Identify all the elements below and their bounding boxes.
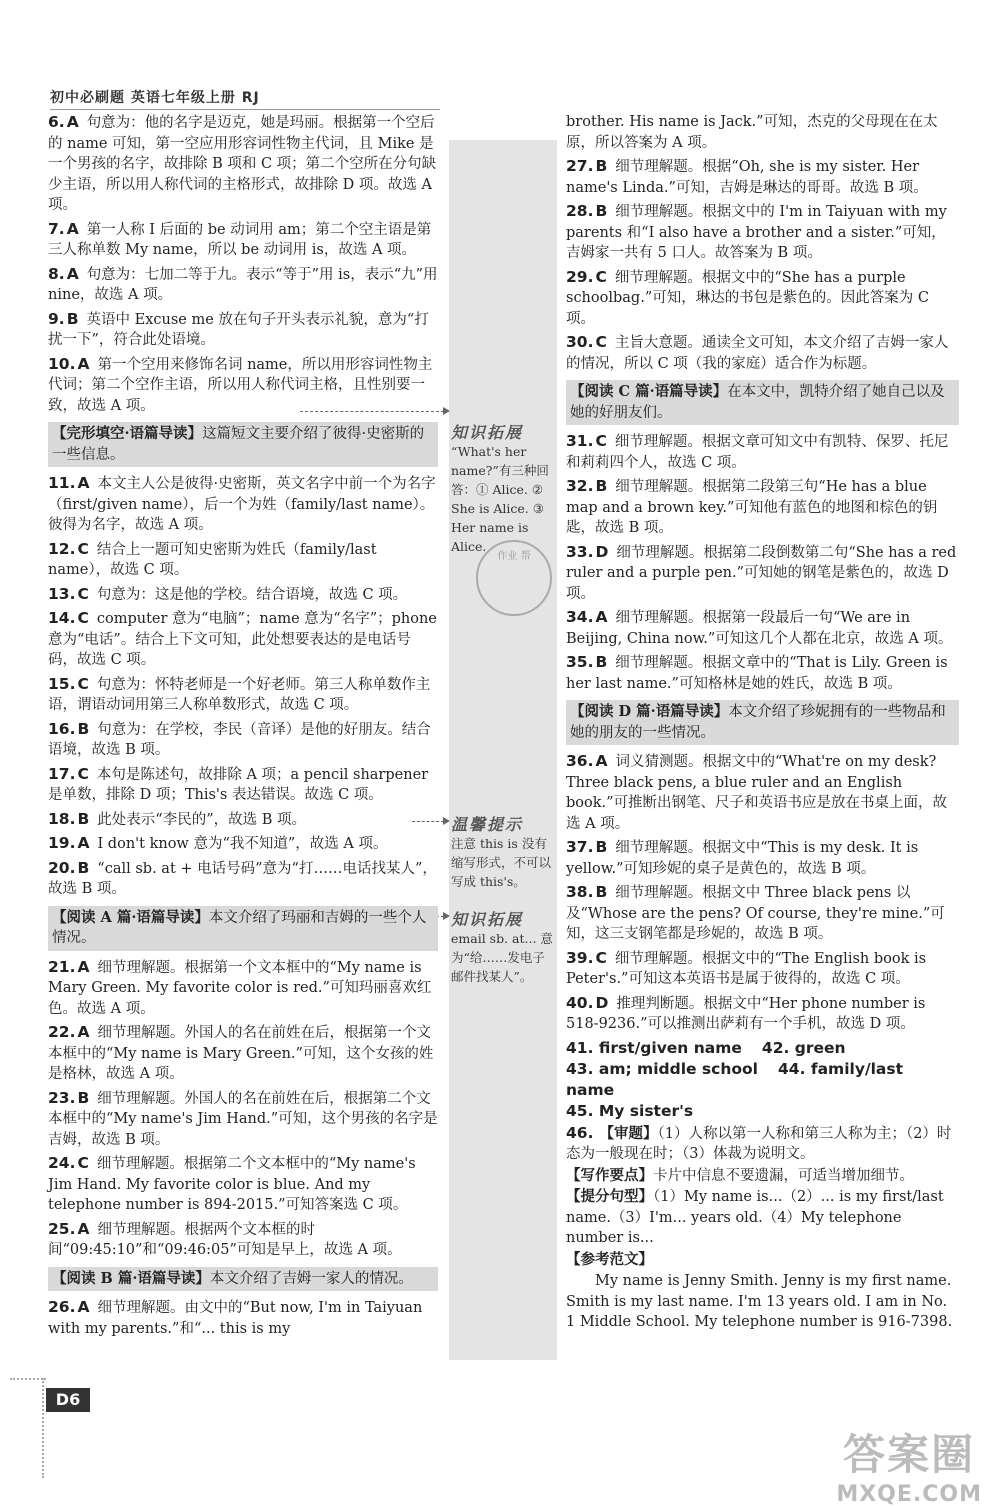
fill-answer: 41. first/given name xyxy=(566,1038,742,1057)
item-26-continued: brother. His name is Jack.”可知，杰克的父母现在在太原，所以答案为 A 项。 xyxy=(566,114,938,151)
answer-item xyxy=(48,608,438,671)
item-explanation: 本文主人公是彼得·史密斯，英文名字中前一个为名字（first/given name），后一个为姓（family/last name）。彼得为名字，故选 A 项。 xyxy=(48,476,436,533)
item-number: 40. xyxy=(566,993,594,1012)
item-number: 26. xyxy=(48,1298,76,1316)
item-number: 28. xyxy=(566,202,594,220)
item-number: 19. xyxy=(48,834,76,852)
tip-text: email sb. at... 意为“给……发电子邮件找某人”。 xyxy=(451,931,553,984)
item-explanation: 本句是陈述句，故排除 A 项；a pencil sharpener 是单数，排除 D 项；This's 表达错误。故选 C 项。 xyxy=(48,766,429,803)
corner-dots xyxy=(10,1378,46,1380)
answer-item xyxy=(48,354,438,417)
section-text: 本文介绍了珍妮拥有的一些物品和她的朋友的一些情况。 xyxy=(570,704,946,741)
item-explanation: 细节理解题。根据第二段第三句“He has a blue map and a brown key.”可知他有蓝色的地图和棕色的钥匙，故选 B 项。 xyxy=(566,479,938,536)
item-answer: B xyxy=(595,838,608,856)
essay-text: （1）人称以第一人称和第三人称为主；（2）时态为一般现在时；（3）体裁为说明文。 xyxy=(566,1125,952,1162)
item-number: 22. xyxy=(48,1023,76,1041)
tip-text: “What's her name?”有三种回答：① Alice. ② She is Alice. ③ Her name is Alice. xyxy=(451,444,549,554)
essay-line-3 xyxy=(566,1187,959,1249)
item-number: 20. xyxy=(48,858,76,877)
section-reading-c xyxy=(566,380,959,425)
items-6-10 xyxy=(48,112,438,416)
item-answer: C xyxy=(77,674,89,693)
answer-item xyxy=(566,948,959,990)
essay-line-4 xyxy=(566,1250,959,1271)
item-number: 33. xyxy=(566,542,594,561)
item-number: 38. xyxy=(566,883,594,901)
item-number: 29. xyxy=(566,267,594,286)
item-number: 10. xyxy=(48,354,76,373)
answer-item xyxy=(566,751,959,834)
item-answer: D xyxy=(595,542,609,561)
item-explanation: 细节理解题。根据第一段最后一句“We are in Beijing, China now.”可知这几个人都在北京，故选 A 项。 xyxy=(566,610,953,647)
essay-line-2 xyxy=(566,1166,959,1187)
answer-item xyxy=(566,332,959,374)
item-explanation: 细节理解题。根据文中的“The English book is Peter's.”可知这本英语书是属于彼得的，故选 C 项。 xyxy=(566,950,927,987)
fill-answer: 44. family/last name xyxy=(566,1060,904,1099)
section-reading-a xyxy=(48,906,438,951)
item-answer: A xyxy=(66,264,79,283)
answer-item xyxy=(48,539,438,581)
answer-item xyxy=(566,882,959,945)
item-number: 9. xyxy=(48,309,65,328)
section-title: 【阅读 C 篇·语篇导读】 xyxy=(570,383,728,400)
items-27-30 xyxy=(566,156,959,374)
watermark-url: MXQE.COM xyxy=(836,1482,982,1507)
item-answer: A xyxy=(595,752,608,770)
answer-item xyxy=(566,156,959,198)
essay-line-1 xyxy=(566,1123,959,1165)
item-answer: D xyxy=(595,993,609,1012)
item-number: 32. xyxy=(566,477,594,495)
item-answer: B xyxy=(595,157,608,175)
answer-item xyxy=(566,993,959,1035)
watermark-main: 答案圈 xyxy=(843,1430,976,1479)
item-number: 21. xyxy=(48,957,76,976)
item-number: 37. xyxy=(566,838,594,856)
stamp-logo xyxy=(476,540,552,616)
item-answer: C xyxy=(77,539,89,558)
stamp-text: 作业 帮 xyxy=(497,551,531,562)
item-explanation: 细节理解题。由文中的“But now, I'm in Taiyuan with my parents.”和“... this is my xyxy=(48,1300,423,1337)
item-number: 30. xyxy=(566,333,594,351)
watermark xyxy=(836,1422,982,1507)
model-essay: My name is Jenny Smith. Jenny is my first name. Smith is my last name. I'm 13 years old. I am in No. 1 Middle School. My telephone number is 916-7398. xyxy=(566,1273,953,1330)
answer-item xyxy=(48,858,438,900)
item-explanation: 细节理解题。根据两个文本框的时间“09:45:10”和“09:46:05”可知是早上，故选 A 项。 xyxy=(48,1221,402,1258)
tip-reminder xyxy=(451,815,557,891)
item-answer: A xyxy=(77,957,90,976)
item-answer: A xyxy=(595,608,608,626)
fill-answer: 42. green xyxy=(761,1038,846,1057)
section-title: 【完形填空·语篇导读】 xyxy=(52,425,203,442)
section-text: 这篇短文主要介绍了彼得·史密斯的一些信息。 xyxy=(52,426,425,463)
item-explanation: 句意为：怀特老师是一个好老师。第三人称单数作主语，谓语动词用第三人称单数形式，故选 C 项。 xyxy=(48,676,431,713)
item-explanation: 细节理解题。根据文中的 I'm in Taiyuan with my parents 和“I also have a brother and a sister.”可知，吉姆家一共有 5 口人。故答案为 B 项。 xyxy=(566,204,947,261)
section-title: 【阅读 A 篇·语篇导读】 xyxy=(52,908,209,926)
item-number: 17. xyxy=(48,764,76,783)
section-text: 本文介绍了吉姆一家人的情况。 xyxy=(209,1270,413,1287)
answer-item xyxy=(48,584,438,606)
item-number: 14. xyxy=(48,609,76,627)
section-reading-d xyxy=(566,700,959,745)
item-answer: A xyxy=(77,1298,90,1316)
section-title: 【阅读 D 篇·语篇导读】 xyxy=(570,703,729,720)
items-31-35 xyxy=(566,431,959,694)
section-cloze xyxy=(48,422,438,467)
item-answer: B xyxy=(77,1088,90,1107)
item-answer: A xyxy=(77,474,90,492)
item-explanation: 细节理解题。根据文中“This is my desk. It is yellow.”可知珍妮的桌子是黄色的，故选 B 项。 xyxy=(566,840,919,877)
tip-knowledge-2 xyxy=(451,910,557,986)
tip-title: 知识拓展 xyxy=(451,423,524,442)
item-answer: A xyxy=(77,1023,90,1041)
answer-item xyxy=(48,473,438,536)
item-explanation: 句意为：这是他的学校。结合语境，故选 C 项。 xyxy=(96,586,408,603)
item-answer: B xyxy=(77,719,90,738)
item-number: 7. xyxy=(48,219,65,238)
essay-label: 【写作要点】 xyxy=(566,1166,653,1184)
answer-item xyxy=(48,264,438,306)
item-number: 18. xyxy=(48,809,76,828)
section-text: 在本文中，凯特介绍了她自己以及她的好朋友们。 xyxy=(570,384,945,421)
item-answer: B xyxy=(595,477,608,495)
answer-item xyxy=(48,219,438,261)
answer-item xyxy=(48,1219,438,1261)
item-explanation: “call sb. at + 电话号码”意为“打……电话找某人”，故选 B 项。 xyxy=(48,860,437,897)
fill-answer: 43. am; middle school xyxy=(566,1060,758,1078)
answer-item xyxy=(48,957,438,1020)
item-explanation: 细节理解题。根据“Oh, she is my sister. Her name's Linda.”可知，吉姆是琳达的哥哥。故选 B 项。 xyxy=(566,159,928,196)
item-answer: A xyxy=(66,219,79,238)
item-number: 27. xyxy=(566,157,594,175)
item-answer: C xyxy=(595,333,607,351)
answer-item xyxy=(566,201,959,264)
item-explanation: 细节理解题。根据文中 Three black pens 以及“Whose are the pens? Of course, they're mine.”可知，这三支钢笔都是珍妮的，故选 B 项。 xyxy=(566,885,945,942)
tip-text: 注意 this is 没有缩写形式，不可以写成 this's。 xyxy=(451,836,552,889)
items-21-25 xyxy=(48,957,438,1261)
header-rule xyxy=(50,109,440,110)
item-number: 8. xyxy=(48,264,65,283)
item-number: 35. xyxy=(566,653,594,671)
item-number: 36. xyxy=(566,752,594,770)
item-explanation: 句意为：他的名字是迈克，她是玛丽。根据第一个空后的 name 可知，第一空应用形容词性物主代词，且 Mike 是一个男孩的名字，故排除 B 项和 C 项；第二个空所在分句缺少主语，所以用人称代词的主格形式，故排除 D 项。故选 A 项。 xyxy=(48,115,437,213)
item-number: 11. xyxy=(48,474,76,492)
essay-text: 卡片中信息不要遗漏，可适当增加细节。 xyxy=(653,1167,914,1184)
item-answer: A xyxy=(66,113,79,131)
answer-item xyxy=(566,542,959,605)
answer-item xyxy=(48,674,438,716)
tip-knowledge-1 xyxy=(451,423,557,556)
item-answer: A xyxy=(77,834,90,852)
item-explanation: 细节理解题。根据第二个文本框中的“My name's Jim Hand. My favorite color is blue. And my telephone number is 894-2015.”可知答案选 C 项。 xyxy=(48,1156,416,1213)
item-explanation: 细节理解题。根据第一个文本框中的“My name is Mary Green. My favorite color is red.”可知玛丽喜欢红色。故选 A 项。 xyxy=(48,959,432,1017)
item-explanation: 英语中 Excuse me 放在句子开头表示礼貌，意为“打扰一下”，符合此处语境。 xyxy=(48,311,429,348)
answer-item xyxy=(566,431,959,473)
item-answer: C xyxy=(595,432,607,450)
fill-row xyxy=(566,1101,959,1122)
item-explanation: 细节理解题。外国人的名在前姓在后，根据第二个文本框中的“My name's Jim Hand.”可知，这个男孩的名字是吉姆，故选 B 项。 xyxy=(48,1090,438,1148)
answer-item xyxy=(566,607,959,649)
left-column xyxy=(48,112,438,1342)
item-explanation: 细节理解题。根据文中的“She has a purple schoolbag.”可知，琳达的书包是紫色的。因此答案为 C 项。 xyxy=(566,269,929,327)
answer-item xyxy=(48,1297,438,1339)
item-answer: C xyxy=(595,948,607,967)
item-explanation: I don't know 意为“我不知道”，故选 A 项。 xyxy=(97,836,388,852)
item-explanation: computer 意为“电脑”；name 意为“名字”；phone 意为“电话”。结合上下文可知，此处想要表达的是电话号码，故选 C 项。 xyxy=(48,611,437,668)
sidebar-notes-column xyxy=(449,140,557,1360)
answer-item xyxy=(48,1088,438,1151)
item-explanation: 词义猜测题。根据文中的“What're on my desk? Three black pens, a blue ruler and an English book.”可推断出钢笔、尺子和英语书应是放在书桌上面，故选 A 项。 xyxy=(566,754,948,832)
page-number: D6 xyxy=(46,1388,90,1412)
answer-item xyxy=(48,809,438,831)
item-answer: C xyxy=(77,764,89,783)
item-explanation: 此处表示“李民的”，故选 B 项。 xyxy=(97,811,306,828)
essay-text: （1）My name is...（2）... is my first/last name.（3）I'm... years old.（4）My telephone number is... xyxy=(566,1189,944,1246)
essay-number: 46. xyxy=(566,1123,594,1142)
item-number: 25. xyxy=(48,1219,76,1238)
page-header xyxy=(50,87,260,107)
item-answer: B xyxy=(595,653,608,671)
item-number: 6. xyxy=(48,113,65,131)
section-reading-b xyxy=(48,1267,438,1292)
essay-label: 【审题】 xyxy=(599,1124,658,1142)
answer-item xyxy=(48,112,438,216)
item-explanation: 句意为：七加二等于九。表示“等于”用 is，表示“九”用 nine，故选 A 项。 xyxy=(48,266,438,303)
item-explanation: 第一人称 I 后面的 be 动词用 am；第二个空主语是第三人称单数 My name，所以 be 动词用 is，故选 A 项。 xyxy=(48,221,432,258)
item-explanation: 推理判断题。根据文中“Her phone number is 518-9236.”可以推测出萨莉有一个手机，故选 D 项。 xyxy=(566,995,926,1032)
answer-item xyxy=(48,1153,438,1216)
item-answer: C xyxy=(77,1154,89,1172)
item-answer: B xyxy=(77,858,90,877)
fill-in-answers xyxy=(566,1038,959,1122)
item-number: 24. xyxy=(48,1154,76,1172)
corner-dots-vertical xyxy=(42,1378,44,1478)
item-number: 23. xyxy=(48,1088,76,1107)
item-answer: B xyxy=(77,809,90,828)
section-title: 【阅读 B 篇·语篇导读】 xyxy=(52,1269,210,1287)
answer-item xyxy=(566,267,959,330)
header-text: 初中必刷题 英语七年级上册 RJ xyxy=(50,90,260,106)
answer-item xyxy=(48,764,438,806)
item-number: 16. xyxy=(48,719,76,738)
tip-title: 知识拓展 xyxy=(451,910,524,929)
item-explanation: 句意为：在学校，李民（音译）是他的好朋友。结合语境，故选 B 项。 xyxy=(48,721,431,758)
item-answer: B xyxy=(595,202,608,220)
items-36-40 xyxy=(566,751,959,1035)
essay-answer xyxy=(566,1123,959,1333)
item-answer: C xyxy=(77,609,89,627)
fill-answer: 45. My sister's xyxy=(566,1102,694,1120)
item-explanation: 结合上一题可知史密斯为姓氏（family/last name），故选 C 项。 xyxy=(48,541,377,578)
item-number: 34. xyxy=(566,608,594,626)
answer-item xyxy=(48,1022,438,1085)
item-explanation: 细节理解题。根据第二段倒数第二句“She has a red ruler and a purple pen.”可知她的钢笔是紫色的，故选 D 项。 xyxy=(566,544,957,602)
answer-item xyxy=(566,476,959,539)
item-answer: C xyxy=(77,584,89,603)
fill-row xyxy=(566,1038,959,1059)
item-explanation: 主旨大意题。通读全文可知，本文介绍了吉姆一家人的情况，所以 C 项（我的家庭）适合作为标题。 xyxy=(566,335,949,372)
section-text: 本文介绍了玛丽和吉姆的一些个人情况。 xyxy=(52,909,427,946)
item-answer: C xyxy=(595,267,607,286)
item-number: 39. xyxy=(566,948,594,967)
answer-item xyxy=(48,833,438,855)
item-explanation: 细节理解题。外国人的名在前姓在后，根据第一个文本框中的“My name is Mary Green.”可知，这个女孩的姓是格林，故选 A 项。 xyxy=(48,1025,434,1082)
item-answer: B xyxy=(595,883,608,901)
items-11-20 xyxy=(48,473,438,900)
item-explanation: 第一个空用来修饰名词 name，所以用形容词性物主代词；第二个空作主语，所以用人称代词主格，且性别要一致，故选 A 项。 xyxy=(48,356,433,414)
essay-label: 【提分句型】 xyxy=(566,1188,653,1205)
item-answer: B xyxy=(66,309,79,328)
item-explanation: 细节理解题。根据文章可知文中有凯特、保罗、托尼和莉莉四个人，故选 C 项。 xyxy=(566,434,949,471)
item-number: 13. xyxy=(48,584,76,603)
item-answer: A xyxy=(77,1219,90,1238)
tip-title: 温馨提示 xyxy=(451,815,524,834)
item-number: 12. xyxy=(48,539,76,558)
item-explanation: 细节理解题。根据文章中的“That is Lily. Green is her last name.”可知格林是她的姓氏，故选 B 项。 xyxy=(566,655,948,692)
item-number: 31. xyxy=(566,432,594,450)
answer-item xyxy=(566,652,959,694)
fill-row xyxy=(566,1059,959,1100)
essay-label: 【参考范文】 xyxy=(566,1250,653,1268)
answer-item xyxy=(48,309,438,351)
answer-item xyxy=(48,719,438,761)
right-column xyxy=(566,112,959,1334)
answer-item xyxy=(566,837,959,879)
item-answer: A xyxy=(77,354,90,373)
item-number: 15. xyxy=(48,674,76,693)
